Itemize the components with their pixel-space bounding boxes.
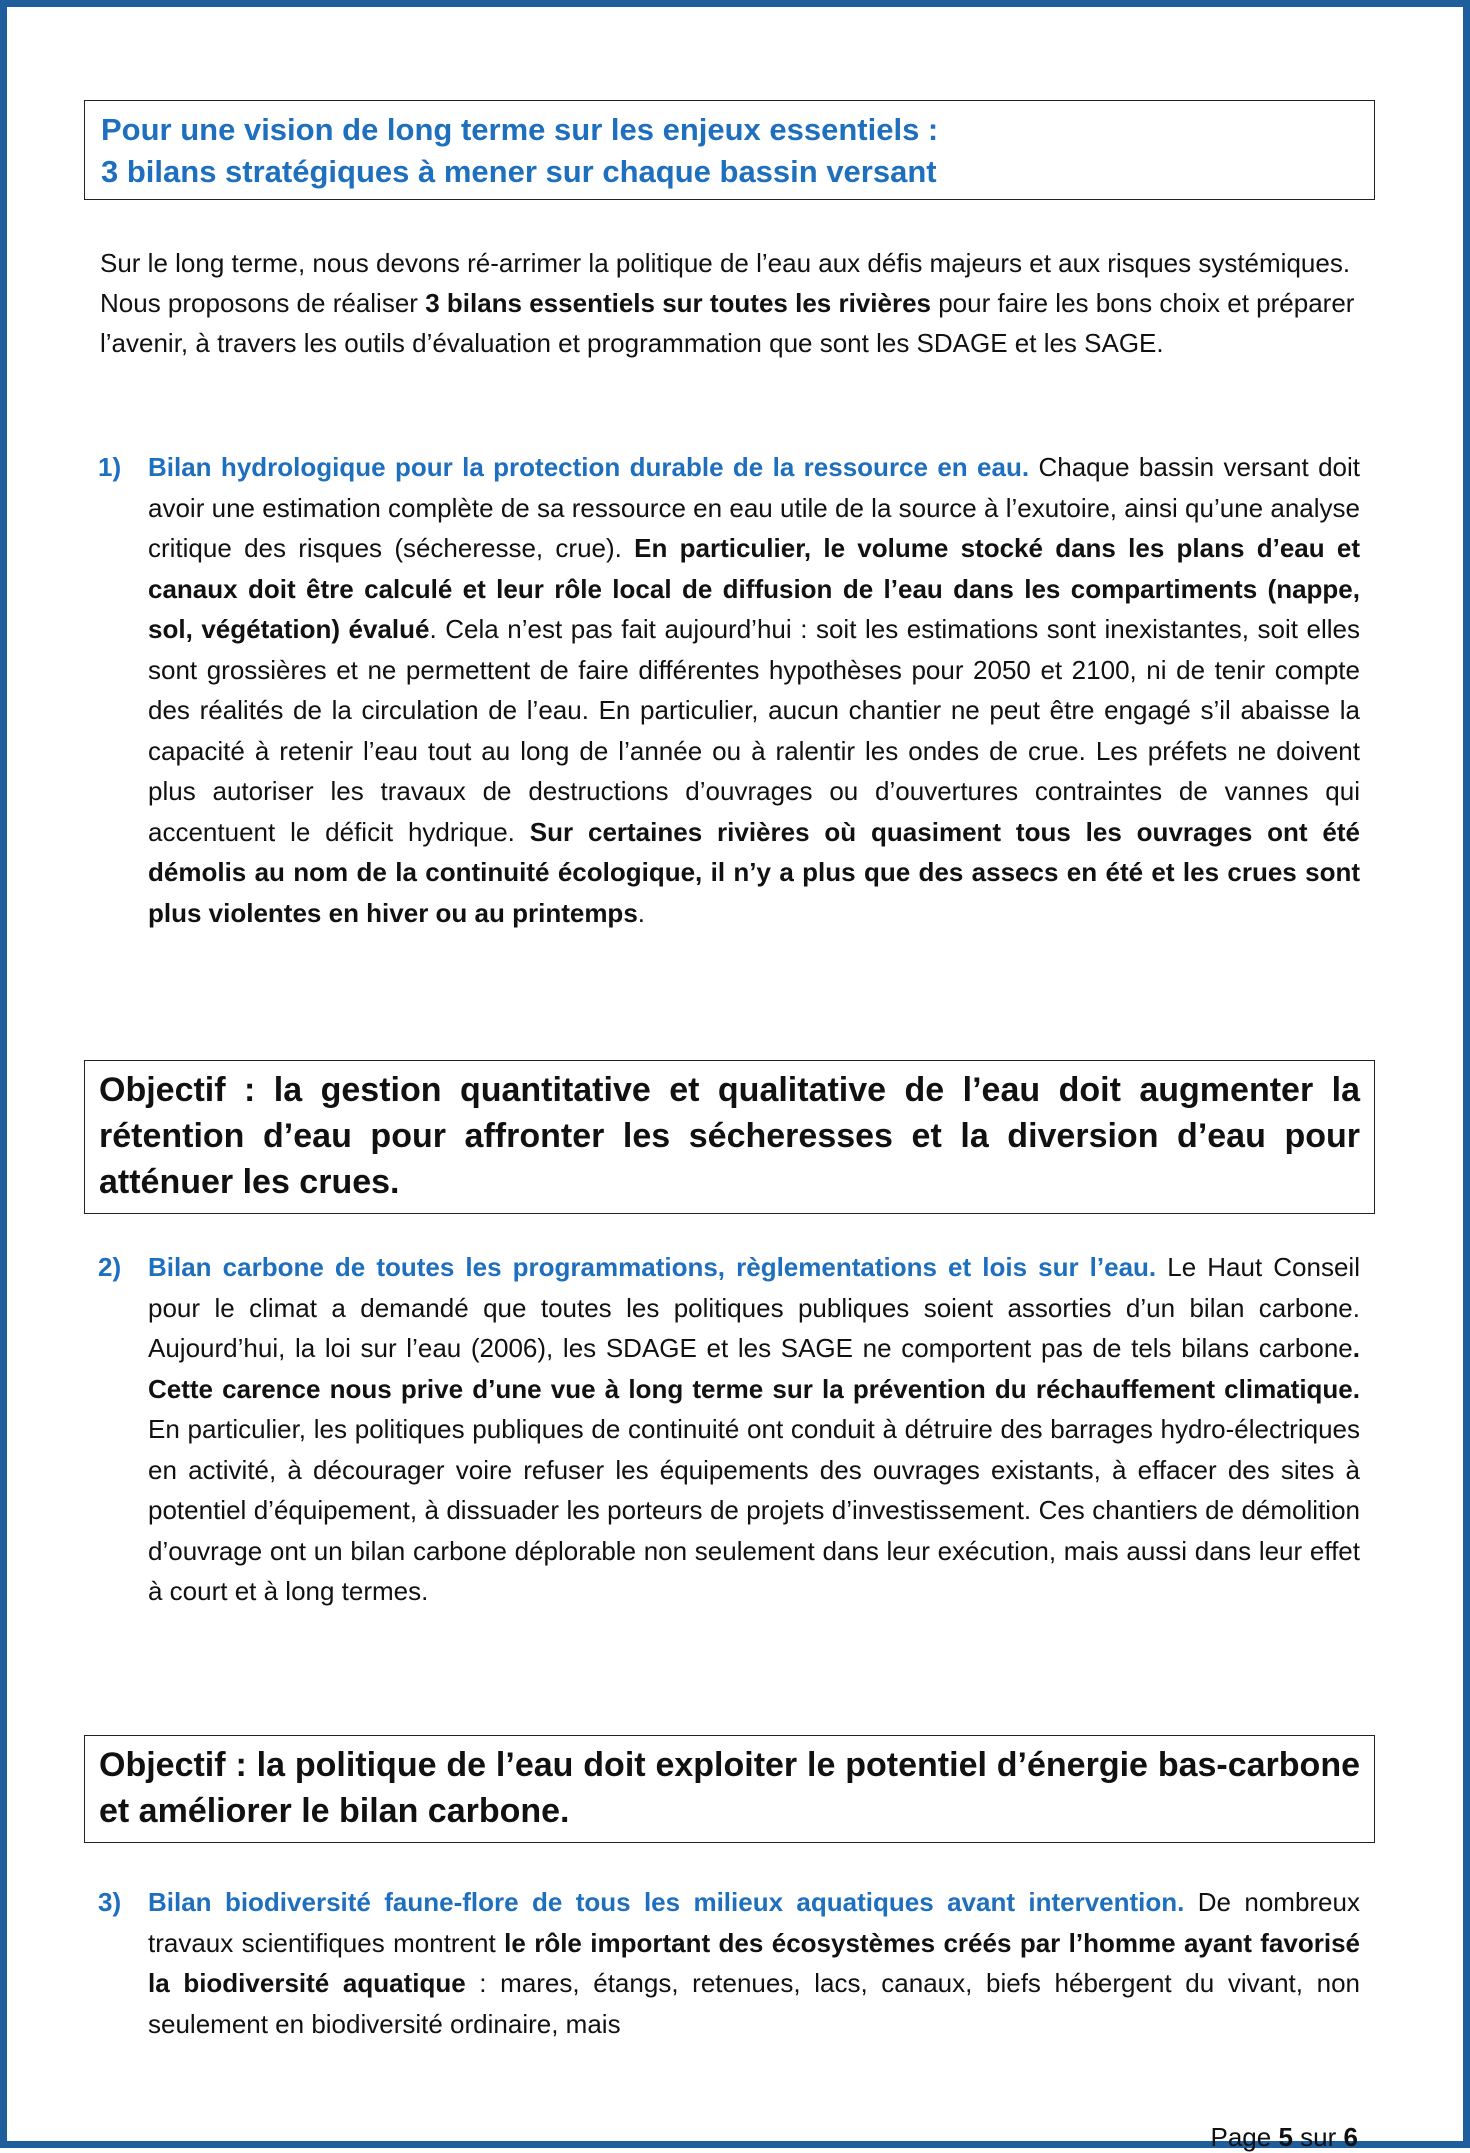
page-total: 6 [1343, 2122, 1358, 2152]
objective-box-1: Objectif : la gestion quantitative et qualitative de l’eau doit augmenter la rétention d’eau pour affronter les sécheresses et la diversion d’eau pour atténuer les crues. [84, 1060, 1375, 1214]
list-item-text: Le Haut Conseil pour le climat a demandé que toutes les politiques publiques soient assorties d’un bilan carbone. Aujourd’hui, la loi sur l’eau (2006), les SDAGE et les SAGE ne comportent pas de tels bilans carbone [148, 1252, 1360, 1363]
list-item-text: : mares, étangs, retenues, lacs, canaux, biefs hébergent du vivant, non seulement en biodiversité ordinaire, mais [148, 1968, 1360, 2039]
list-item-number: 1) [98, 452, 122, 482]
list-item-text: . Cela n’est pas fait aujourd’hui : soit les estimations sont inexistantes, soit elles sont grossières et ne permettent de faire différentes hypothèses pour 2050 et 2100, ni de tenir compte des réalités de la circulation de l’eau. En particulier, aucun chantier ne peut être engagé s’il abaisse la capacité à retenir l’eau tout au long de l’année ou à ralentir les ondes de crue. Les préfets ne doivent plus autoriser les travaux de destructions d’ouvrages ou d’ouvertures contraintes de vannes qui accentuent le déficit hydrique. [148, 614, 1360, 847]
intro-text-1: Sur le long terme, nous devons ré-arrimer la politique de l’eau aux défis majeurs et aux risques systémiques. Nous proposons de réaliser [100, 248, 1351, 318]
list-item-number: 3) [98, 1887, 122, 1917]
list-item-3 [98, 1882, 1360, 2044]
list-item-text: En particulier, les politiques publiques de continuité ont conduit à détruire des barrages hydro-électriques en activité, à décourager voire refuser les équipements des ouvrages existants, à effacer des sites à potentiel d’équipement, à dissuader les porteurs de projets d’investissement. Ces chantiers de démolition d’ouvrage ont un bilan carbone déplorable non seulement dans leur exécution, mais aussi dans leur effet à court et à long termes. [148, 1414, 1360, 1606]
list-item-heading: Bilan biodiversité faune-flore de tous les milieux aquatiques avant intervention. [148, 1887, 1185, 1917]
list-item-text: Chaque bassin versant doit avoir une estimation complète de sa ressource en eau utile de la source à l’exutoire, ainsi qu’une analyse critique des risques (sécheresse, crue). [148, 452, 1360, 563]
section-title-line-1: Pour une vision de long terme sur les enjeux essentiels : [101, 112, 939, 147]
list-item-heading: Bilan hydrologique pour la protection durable de la ressource en eau. [148, 452, 1030, 482]
section-title-line-2: 3 bilans stratégiques à mener sur chaque bassin versant [101, 154, 937, 189]
page-sur-label: sur [1300, 2122, 1337, 2152]
intro-paragraph [100, 243, 1362, 363]
intro-text-2: pour faire les bons choix et préparer l’avenir, à travers les outils d’évaluation et programmation que sont les SDAGE et les SAGE. [100, 288, 1355, 358]
list-item-bold: . Cette carence nous prive d’une vue à long terme sur la prévention du réchauffement climatique. [148, 1333, 1360, 1404]
page-label: Page [1210, 2122, 1272, 2152]
list-item-bold: Sur certaines rivières où quasiment tous les ouvrages ont été démolis au nom de la continuité écologique, il n’y a plus que des assecs en été et les crues sont plus violentes en hiver ou au printemps [148, 816, 1361, 928]
objective-box-2: Objectif : la politique de l’eau doit exploiter le potentiel d’énergie bas-carbone et améliorer le bilan carbone. [84, 1735, 1375, 1843]
list-item-number: 2) [98, 1252, 122, 1282]
list-item-bold: En particulier, le volume stocké dans les plans d’eau et canaux doit être calculé et leur rôle local de diffusion de l’eau dans les compartiments (nappe, sol, végétation) évalué [148, 533, 1360, 644]
list-item-bold: le rôle important des écosystèmes créés par l’homme ayant favorisé la biodiversité aquatique [148, 1927, 1360, 1998]
section-title-box [84, 100, 1375, 200]
list-item-1 [98, 447, 1361, 933]
list-item-text: De nombreux travaux scientifiques montrent [148, 1887, 1360, 1958]
page-number: 5 [1278, 2122, 1293, 2152]
list-item-heading: Bilan carbone de toutes les programmations, règlementations et lois sur l’eau. [148, 1252, 1157, 1282]
intro-bold: 3 bilans essentiels sur toutes les rivières [425, 288, 931, 318]
list-item-2 [98, 1247, 1360, 1612]
list-item-text: . [637, 897, 646, 928]
page-footer [1211, 2122, 1359, 2153]
